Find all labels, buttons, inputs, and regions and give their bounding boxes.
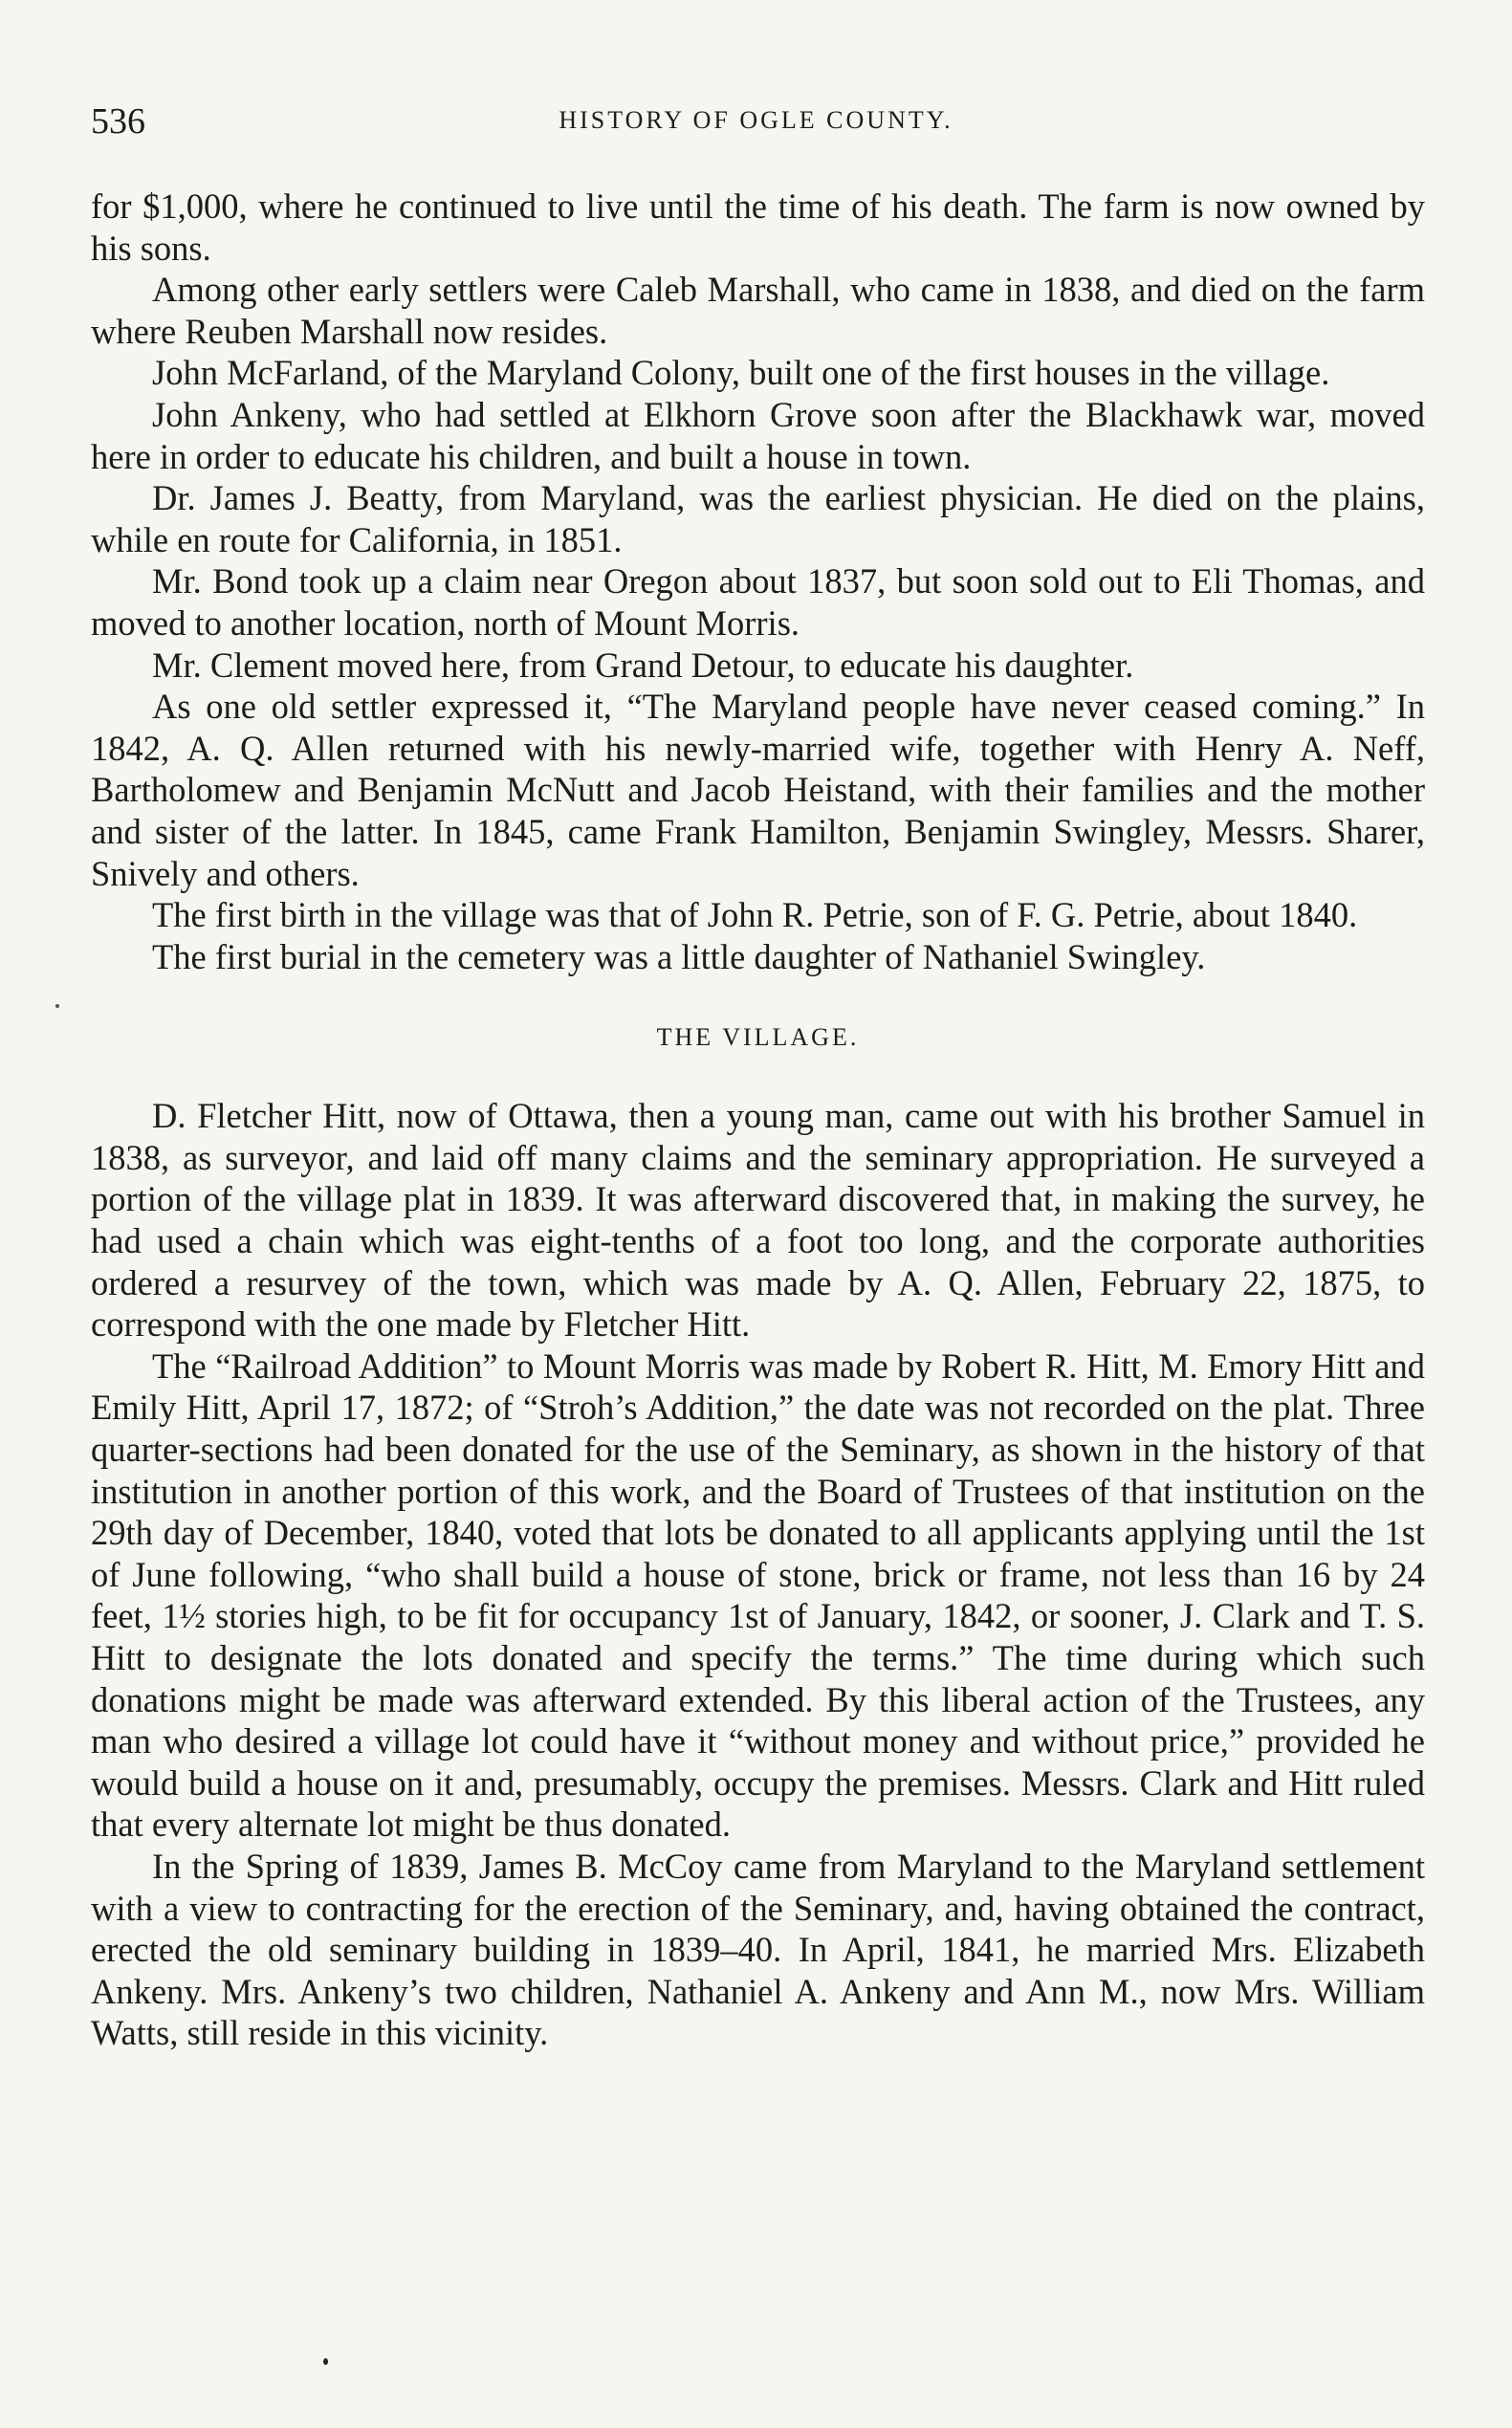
paragraph: Among other early settlers were Caleb Marshall, who came in 1838, and died on the farm where Reuben Marshall now resides. xyxy=(91,270,1425,351)
paragraph: The first burial in the cemetery was a little daughter of Nathaniel Swingley. xyxy=(152,936,1206,976)
paragraph: John Ankeny, who had settled at Elkhorn Grove soon after the Blackhawk war, moved here in order to educate his children, and built a house in town. xyxy=(91,394,1425,476)
running-head: HISTORY OF OGLE COUNTY. xyxy=(559,106,953,134)
page-number: 536 xyxy=(91,101,145,142)
paragraph: John McFarland, of the Maryland Colony, built one of the first houses in the village. xyxy=(152,353,1330,393)
paragraph: As one old settler expressed it, “The Maryland people have never ceased coming.” In 1842, A. Q. Allen returned with his newly-married wife, together with Henry A. Neff, Bartholomew and Benjamin McNutt and Jacob Heistand, with their families and the mother and sister of the latter. In 1845, came Frank Hamilton, Benjamin Swingley, Messrs. Sharer, Snively and others. xyxy=(91,687,1425,893)
paragraph: Mr. Bond took up a claim near Oregon about 1837, but soon sold out to Eli Thomas, and moved to another location, north of Mount Morris. xyxy=(91,561,1425,643)
paragraph: for $1,000, where he continued to live until the time of his death. The farm is now owned by his sons. xyxy=(91,186,1425,268)
page-header xyxy=(91,100,1421,148)
paragraph: D. Fletcher Hitt, now of Ottawa, then a young man, came out with his brother Samuel in 1838, as surveyor, and laid off many claims and the seminary appropriation. He surveyed a portion of the village plat in 1839. It was afterward discovered that, in making the survey, he had used a chain which was eight-tenths of a foot too long, and the corporate authorities ordered a resurvey of the town, which was made by A. Q. Allen, February 22, 1875, to correspond with the one made by Fletcher Hitt. xyxy=(91,1096,1425,1345)
section-heading: THE VILLAGE. xyxy=(656,1023,860,1052)
paragraph: Mr. Clement moved here, from Grand Detour, to educate his daughter. xyxy=(152,645,1134,685)
paragraph: The “Railroad Addition” to Mount Morris was made by Robert R. Hitt, M. Emory Hitt and Emily Hitt, April 17, 1872; of “Stroh’s Addition,” the date was not recorded on the plat. Three quarter-sections had been donated for the use of the Seminary, as shown in the history of that institution in another portion of this work, and the Board of Trustees of that institution on the 29th day of December, 1840, voted that lots be donated to all applicants applying until the 1st of June following, “who shall build a house of stone, brick or frame, not less than 16 by 24 feet, 1½ stories high, to be fit for occupancy 1st of January, 1842, or sooner, J. Clark and T. S. Hitt to designate the lots donated and specify the terms.” The time during which such donations might be made was afterward extended. By this liberal action of the Trustees, any man who desired a village lot could have it “without money and without price,” provided he would build a house on it and, presumably, occupy the premises. Messrs. Clark and Hitt ruled that every alternate lot might be thus donated. xyxy=(91,1345,1425,1845)
ink-speck xyxy=(323,2358,328,2365)
ink-speck xyxy=(55,1004,59,1008)
paragraph: The first birth in the village was that of John R. Petrie, son of F. G. Petrie, about 1840. xyxy=(152,895,1358,935)
body-text xyxy=(91,186,1425,2054)
paragraph: In the Spring of 1839, James B. McCoy came from Maryland to the Maryland settlement with a view to contracting for the erection of the Seminary, and, having obtained the contract, erected the old seminary building in 1839–40. In April, 1841, he married Mrs. Elizabeth Ankeny. Mrs. Ankeny’s two children, Nathaniel A. Ankeny and Ann M., now Mrs. William Watts, still reside in this vicinity. xyxy=(91,1846,1425,2053)
paragraph: Dr. James J. Beatty, from Maryland, was the earliest physician. He died on the plains, while en route for California, in 1851. xyxy=(91,478,1425,559)
